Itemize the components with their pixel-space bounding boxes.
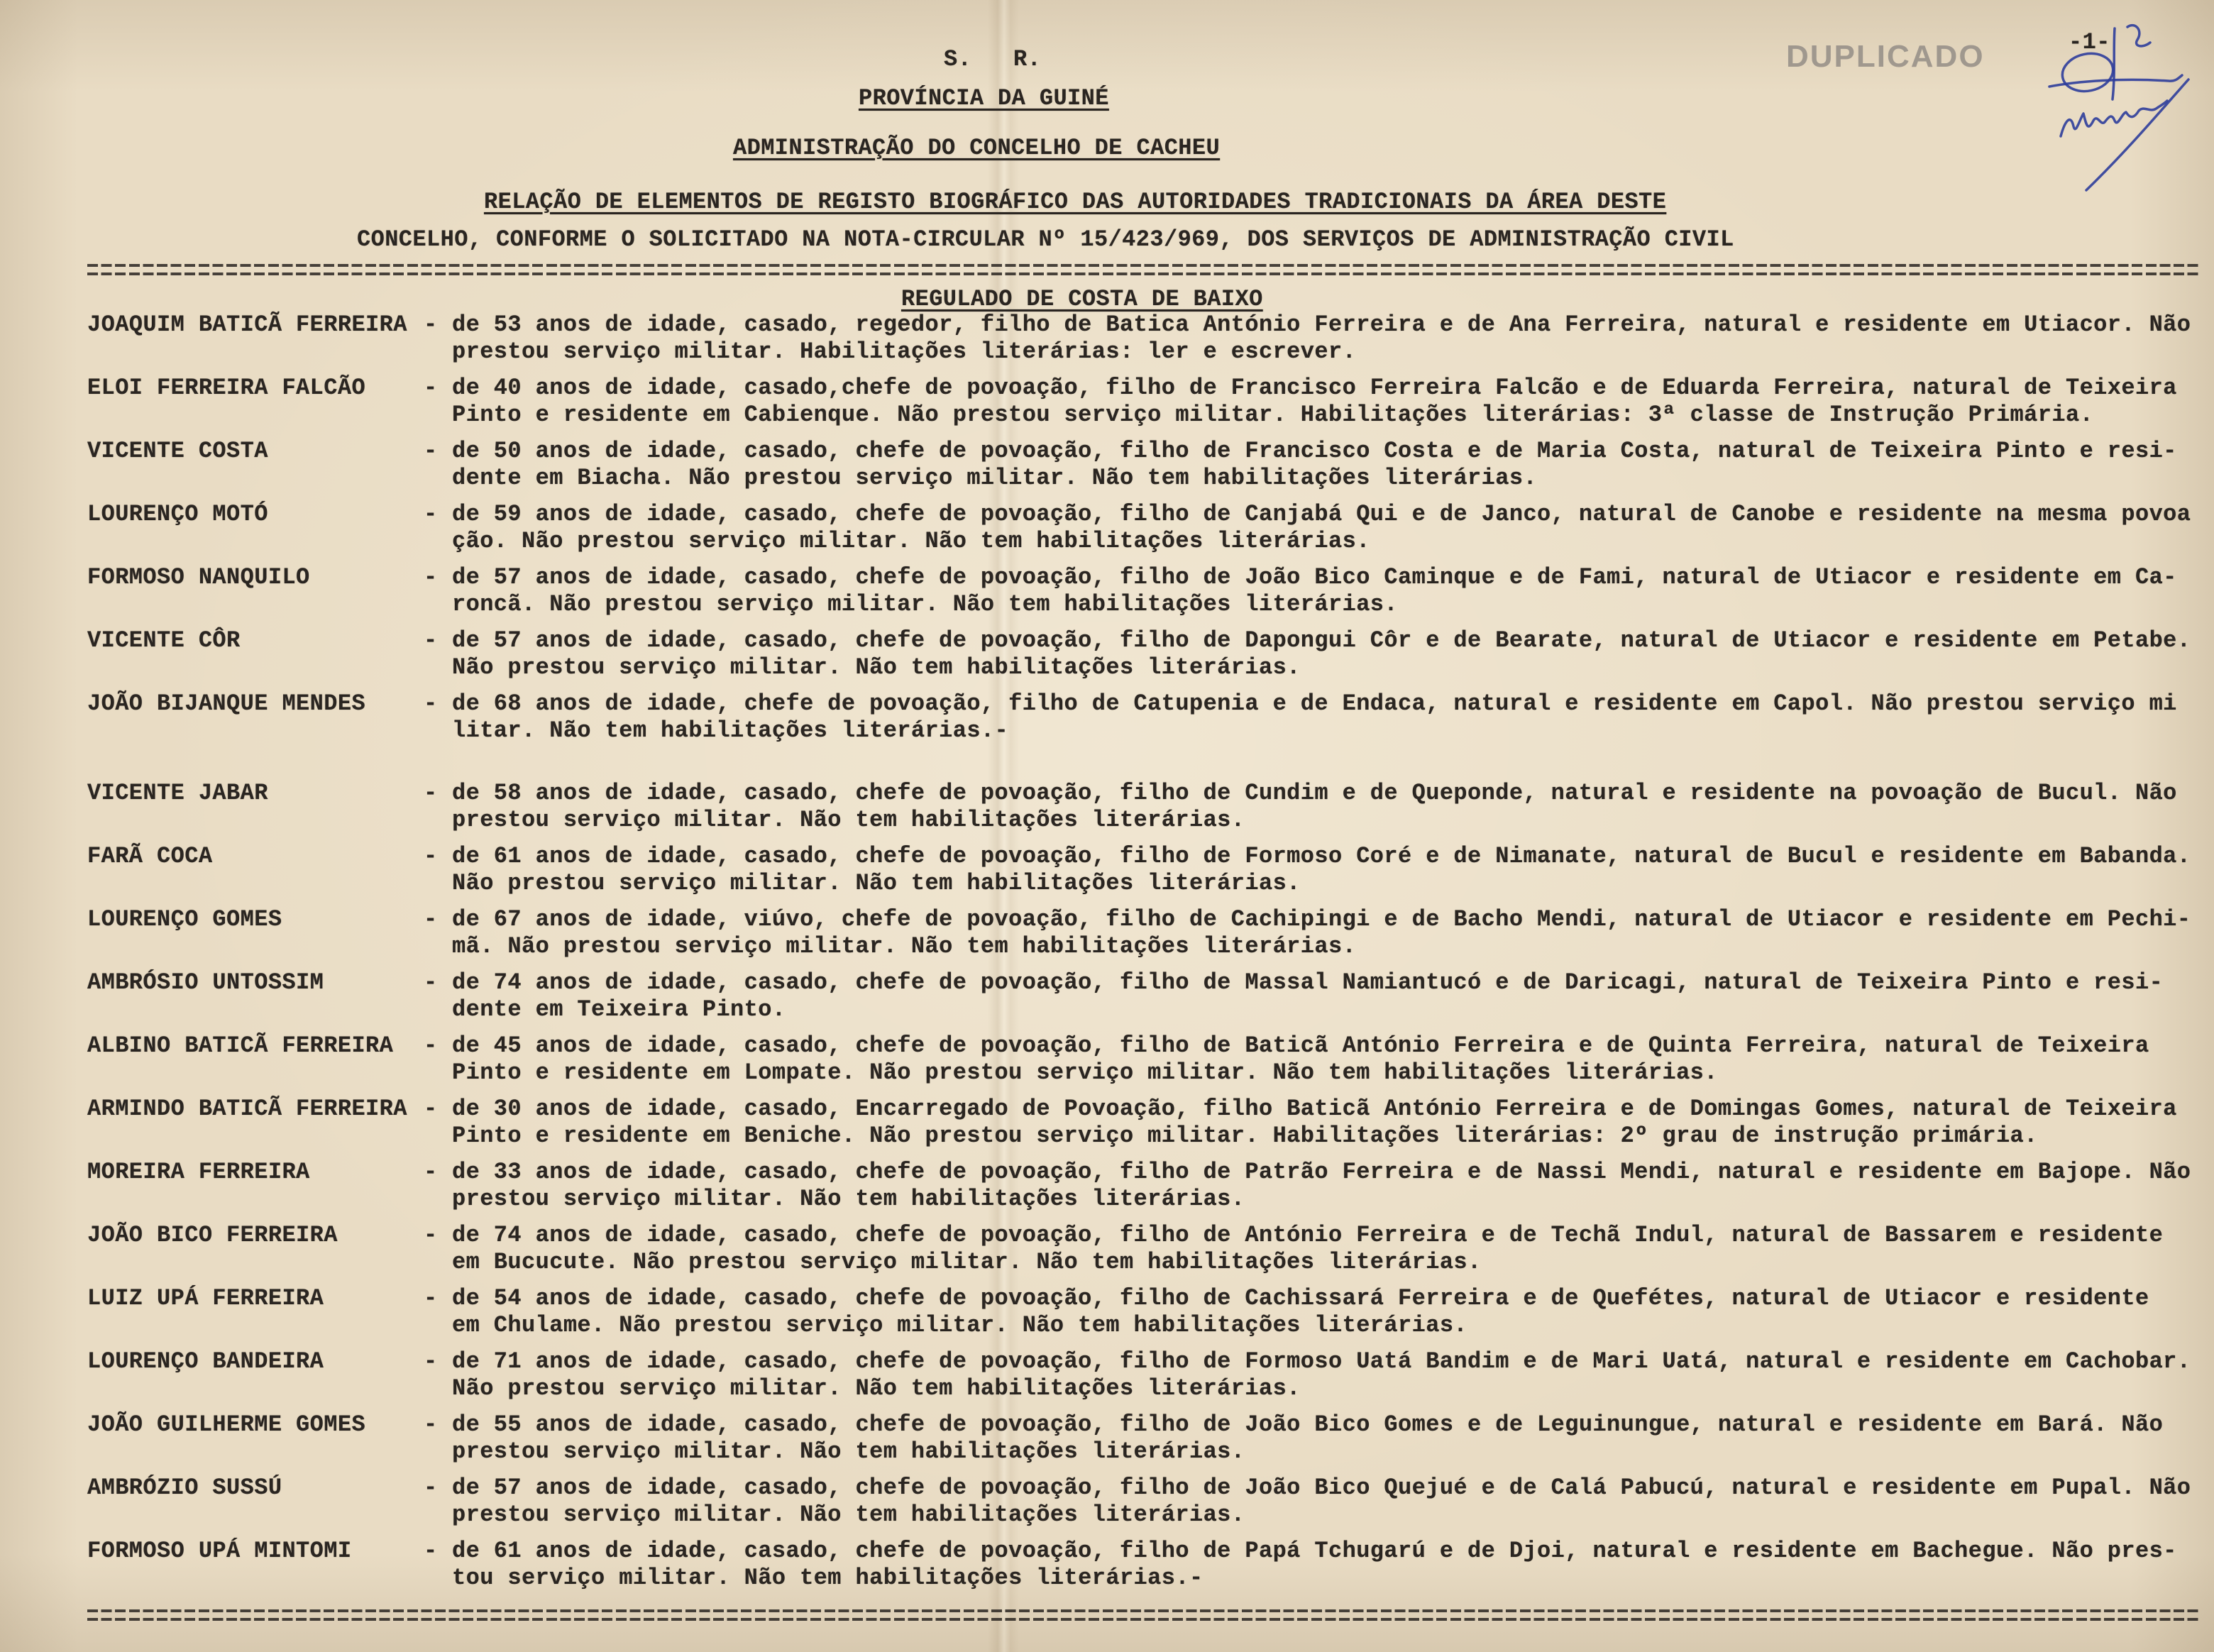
province-heading: PROVÍNCIA DA GUINÉ xyxy=(859,85,1109,111)
entry-name: JOÃO BIJANQUE MENDES xyxy=(87,690,366,717)
entry-name: ELOI FERREIRA FALCÃO xyxy=(87,375,366,401)
entry-separator-dash: - xyxy=(424,438,438,464)
entry-row xyxy=(87,843,2209,897)
entry-name: JOÃO GUILHERME GOMES xyxy=(87,1411,366,1438)
entry-description xyxy=(452,690,2177,744)
entry-separator-dash: - xyxy=(424,1411,438,1438)
entry-description-line: Pinto e residente em Beniche. Não prestou serviço militar. Habilitações literárias: 2º grau de instrução primária. xyxy=(452,1123,2038,1149)
entry-description-line: Não prestou serviço militar. Não tem habilitações literárias. xyxy=(452,654,1301,681)
entry-description xyxy=(452,1159,2191,1213)
entry-description-line: de 57 anos de idade, casado, chefe de povoação, filho de João Bico Caminque e de Fami, natural de Utiacor e residente em Ca- xyxy=(452,564,2177,590)
authority-entries-list xyxy=(87,312,2209,1601)
entry-separator-dash: - xyxy=(424,312,438,338)
top-double-rule-upper xyxy=(87,264,2200,267)
section-heading: REGULADO DE COSTA DE BAIXO xyxy=(901,286,1263,312)
entry-description-line: prestou serviço militar. Habilitações literárias: ler e escrever. xyxy=(452,338,1357,365)
entry-separator-dash: - xyxy=(424,1348,438,1375)
entry-description-line: litar. Não tem habilitações literárias.- xyxy=(452,717,1009,744)
entry-description-line: prestou serviço militar. Não tem habilitações literárias. xyxy=(452,1438,1245,1465)
entry-row xyxy=(87,969,2209,1023)
entry-description-line: dente em Biacha. Não prestou serviço militar. Não tem habilitações literárias. xyxy=(452,465,1538,491)
entry-description-line: Pinto e residente em Cabienque. Não prestou serviço militar. Habilitações literárias: 3ª classe de Instrução Primária. xyxy=(452,402,2094,428)
entry-description xyxy=(452,501,2191,555)
entry-description-line: de 54 anos de idade, casado, chefe de povoação, filho de Cachissará Ferreira e de Quefétes, natural de Utiacor e residente xyxy=(452,1285,2149,1311)
entry-separator-dash: - xyxy=(424,1032,438,1059)
entry-description xyxy=(452,843,2191,897)
entry-row xyxy=(87,1222,2209,1276)
entry-name: JOÃO BICO FERREIRA xyxy=(87,1222,338,1248)
entry-row xyxy=(87,564,2209,618)
entry-name: VICENTE CÔR xyxy=(87,627,241,654)
signature-loop xyxy=(2059,49,2116,96)
entry-separator-dash: - xyxy=(424,627,438,654)
entry-description-line: de 33 anos de idade, casado, chefe de povoação, filho de Patrão Ferreira e de Nassi Mendi, natural e residente em Bajope. Não xyxy=(452,1159,2191,1185)
entry-name: LOURENÇO MOTÓ xyxy=(87,501,268,527)
entry-row xyxy=(87,1411,2209,1465)
entry-description-line: de 45 anos de idade, casado, chefe de povoação, filho de Baticã António Ferreira e de Quinta Ferreira, natural de Teixeira xyxy=(452,1032,2149,1059)
entry-description-line: de 74 anos de idade, casado, chefe de povoação, filho de António Ferreira e de Techã Indul, natural de Bassarem e residente xyxy=(452,1222,2164,1248)
entry-description-line: de 67 anos de idade, viúvo, chefe de povoação, filho de Cachipingi e de Bacho Mendi, natural de Utiacor e residente em Pechi- xyxy=(452,906,2191,932)
entry-row xyxy=(87,1285,2209,1339)
entry-description-line: Não prestou serviço militar. Não tem habilitações literárias. xyxy=(452,1375,1301,1402)
handwritten-signature xyxy=(2037,7,2207,213)
entry-separator-dash: - xyxy=(424,843,438,869)
entry-row xyxy=(87,1348,2209,1402)
entry-description-line: de 61 anos de idade, casado, chefe de povoação, filho de Formoso Coré e de Nimanate, natural de Bucul e residente em Babanda. xyxy=(452,843,2191,869)
entry-row xyxy=(87,501,2209,555)
entry-separator-dash: - xyxy=(424,690,438,717)
entry-description xyxy=(452,780,2177,834)
administration-heading: ADMINISTRAÇÃO DO CONCELHO DE CACHEU xyxy=(733,135,1221,161)
entry-separator-dash: - xyxy=(424,969,438,996)
signature-crossbar xyxy=(2049,75,2182,87)
entry-name: FORMOSO UPÁ MINTOMI xyxy=(87,1538,352,1564)
entry-name: ARMINDO BATICÃ FERREIRA xyxy=(87,1096,407,1122)
entry-description-line: de 58 anos de idade, casado, chefe de povoação, filho de Cundim e de Queponde, natural e residente na povoação de Bucul. Não xyxy=(452,780,2177,806)
entry-description-line: de 40 anos de idade, casado,chefe de povoação, filho de Francisco Ferreira Falcão e de Eduarda Ferreira, natural de Teixeira xyxy=(452,375,2177,401)
entry-name: MOREIRA FERREIRA xyxy=(87,1159,310,1185)
entry-description-line: de 30 anos de idade, casado, Encarregado de Povoação, filho Baticã António Ferreira e de Domingas Gomes, natural de Teixeira xyxy=(452,1096,2177,1122)
document-title-line-2: CONCELHO, CONFORME O SOLICITADO NA NOTA-CIRCULAR Nº 15/423/969, DOS SERVIÇOS DE ADMINISTRAÇÃO CIVIL xyxy=(357,226,1734,253)
entry-row xyxy=(87,1159,2209,1213)
entry-description-line: prestou serviço militar. Não tem habilitações literárias. xyxy=(452,1186,1245,1212)
entry-name: VICENTE COSTA xyxy=(87,438,268,464)
entry-separator-dash: - xyxy=(424,1285,438,1311)
entry-description-line: ção. Não prestou serviço militar. Não tem habilitações literárias. xyxy=(452,528,1370,554)
entry-description-line: de 57 anos de idade, casado, chefe de povoação, filho de Dapongui Côr e de Bearate, natural de Utiacor e residente em Petabe. xyxy=(452,627,2191,654)
entry-separator-dash: - xyxy=(424,1538,438,1564)
entry-description xyxy=(452,1032,2149,1086)
entry-description-line: de 71 anos de idade, casado, chefe de povoação, filho de Formoso Uatá Bandim e de Mari Uatá, natural e residente em Cachobar. xyxy=(452,1348,2191,1375)
entry-separator-dash: - xyxy=(424,1096,438,1122)
entry-separator-dash: - xyxy=(424,1159,438,1185)
document-code: S. R. xyxy=(944,46,1042,72)
entry-description xyxy=(452,969,2163,1023)
entry-name: FORMOSO NANQUILO xyxy=(87,564,310,590)
entry-description-line: de 68 anos de idade, chefe de povoação, filho de Catupenia e de Endaca, natural e residente em Capol. Não prestou serviço mi xyxy=(452,690,2177,717)
entry-description-line: de 53 anos de idade, casado, regedor, filho de Batica António Ferreira e de Ana Ferreira, natural e residente em Utiacor. Não xyxy=(452,312,2191,338)
entry-description xyxy=(452,312,2191,365)
document-title-line-1: RELAÇÃO DE ELEMENTOS DE REGISTO BIOGRÁFICO DAS AUTORIDADES TRADICIONAIS DA ÁREA DESTE xyxy=(484,189,1667,215)
entry-description xyxy=(452,375,2177,429)
entry-description-line: tou serviço militar. Não tem habilitações literárias.- xyxy=(452,1565,1204,1591)
entry-row xyxy=(87,438,2209,492)
entry-description-line: de 61 anos de idade, casado, chefe de povoação, filho de Papá Tchugarú e de Djoi, natural e residente em Bachegue. Não pres- xyxy=(452,1538,2177,1564)
entry-name: ALBINO BATICÃ FERREIRA xyxy=(87,1032,394,1059)
entry-description xyxy=(452,564,2177,618)
signature-diagonal-stroke xyxy=(2086,79,2188,190)
entry-row xyxy=(87,1032,2209,1086)
entry-separator-dash: - xyxy=(424,1475,438,1501)
signature-scrawl xyxy=(2061,101,2167,136)
entry-row xyxy=(87,627,2209,681)
entry-row xyxy=(87,780,2209,834)
entry-separator-dash: - xyxy=(424,501,438,527)
entry-row xyxy=(87,312,2209,365)
entry-separator-dash: - xyxy=(424,906,438,932)
entry-description-line: prestou serviço militar. Não tem habilitações literárias. xyxy=(452,807,1245,833)
entry-name: VICENTE JABAR xyxy=(87,780,268,806)
page-number: -1- xyxy=(2069,29,2110,55)
entry-description xyxy=(452,1285,2149,1339)
entry-description xyxy=(452,438,2177,492)
entry-description-line: em Chulame. Não prestou serviço militar. Não tem habilitações literárias. xyxy=(452,1312,1468,1338)
entry-name: AMBRÓSIO UNTOSSIM xyxy=(87,969,324,996)
entry-name: LUIZ UPÁ FERREIRA xyxy=(87,1285,324,1311)
entry-description-line: Não prestou serviço militar. Não tem habilitações literárias. xyxy=(452,870,1301,896)
entry-description-line: Pinto e residente em Lompate. Não prestou serviço militar. Não tem habilitações literárias. xyxy=(452,1059,1718,1086)
entry-description-line: dente em Teixeira Pinto. xyxy=(452,996,786,1023)
entry-description-line: de 55 anos de idade, casado, chefe de povoação, filho de João Bico Gomes e de Leguinungue, natural e residente em Bará. Não xyxy=(452,1411,2164,1438)
entry-row xyxy=(87,1475,2209,1529)
entry-row xyxy=(87,375,2209,429)
entry-description-line: prestou serviço militar. Não tem habilitações literárias. xyxy=(452,1502,1245,1528)
entry-description-line: de 50 anos de idade, casado, chefe de povoação, filho de Francisco Costa e de Maria Costa, natural de Teixeira Pinto e resi- xyxy=(452,438,2177,464)
entry-description-line: mã. Não prestou serviço militar. Não tem habilitações literárias. xyxy=(452,933,1357,959)
duplicado-stamp: DUPLICADO xyxy=(1786,39,1985,74)
entry-separator-dash: - xyxy=(424,564,438,590)
entry-description xyxy=(452,1538,2177,1592)
entry-description xyxy=(452,1348,2191,1402)
entry-name: LOURENÇO GOMES xyxy=(87,906,282,932)
entry-separator-dash: - xyxy=(424,1222,438,1248)
entry-row xyxy=(87,1538,2209,1592)
entry-name: AMBRÓZIO SUSSÚ xyxy=(87,1475,282,1501)
entry-row xyxy=(87,1096,2209,1150)
entry-description-line: de 59 anos de idade, casado, chefe de povoação, filho de Canjabá Qui e de Janco, natural de Canobe e residente na mesma povoa xyxy=(452,501,2191,527)
entry-separator-dash: - xyxy=(424,375,438,401)
top-double-rule-lower xyxy=(87,272,2200,275)
bottom-double-rule-lower xyxy=(87,1618,2200,1621)
entry-description xyxy=(452,1096,2177,1150)
entry-description xyxy=(452,1411,2163,1465)
signature-top-hook xyxy=(2127,26,2150,46)
entry-description xyxy=(452,1475,2191,1529)
entry-description-line: de 74 anos de idade, casado, chefe de povoação, filho de Massal Namiantucó e de Daricagi, natural de Teixeira Pinto e resi- xyxy=(452,969,2164,996)
entry-description xyxy=(452,627,2191,681)
entry-description xyxy=(452,1222,2163,1276)
entry-separator-dash: - xyxy=(424,780,438,806)
entry-description-line: em Bucucute. Não prestou serviço militar. Não tem habilitações literárias. xyxy=(452,1249,1482,1275)
entry-name: LOURENÇO BANDEIRA xyxy=(87,1348,324,1375)
entry-description xyxy=(452,906,2191,960)
entry-row xyxy=(87,690,2209,744)
entry-row xyxy=(87,906,2209,960)
bottom-double-rule-upper xyxy=(87,1609,2200,1612)
entry-name: JOAQUIM BATICÃ FERREIRA xyxy=(87,312,407,338)
entry-name: FARÃ COCA xyxy=(87,843,213,869)
entry-description-line: roncã. Não prestou serviço militar. Não tem habilitações literárias. xyxy=(452,591,1399,617)
entry-description-line: de 57 anos de idade, casado, chefe de povoação, filho de João Bico Quejué e de Calá Pabucú, natural e residente em Pupal. Não xyxy=(452,1475,2191,1501)
